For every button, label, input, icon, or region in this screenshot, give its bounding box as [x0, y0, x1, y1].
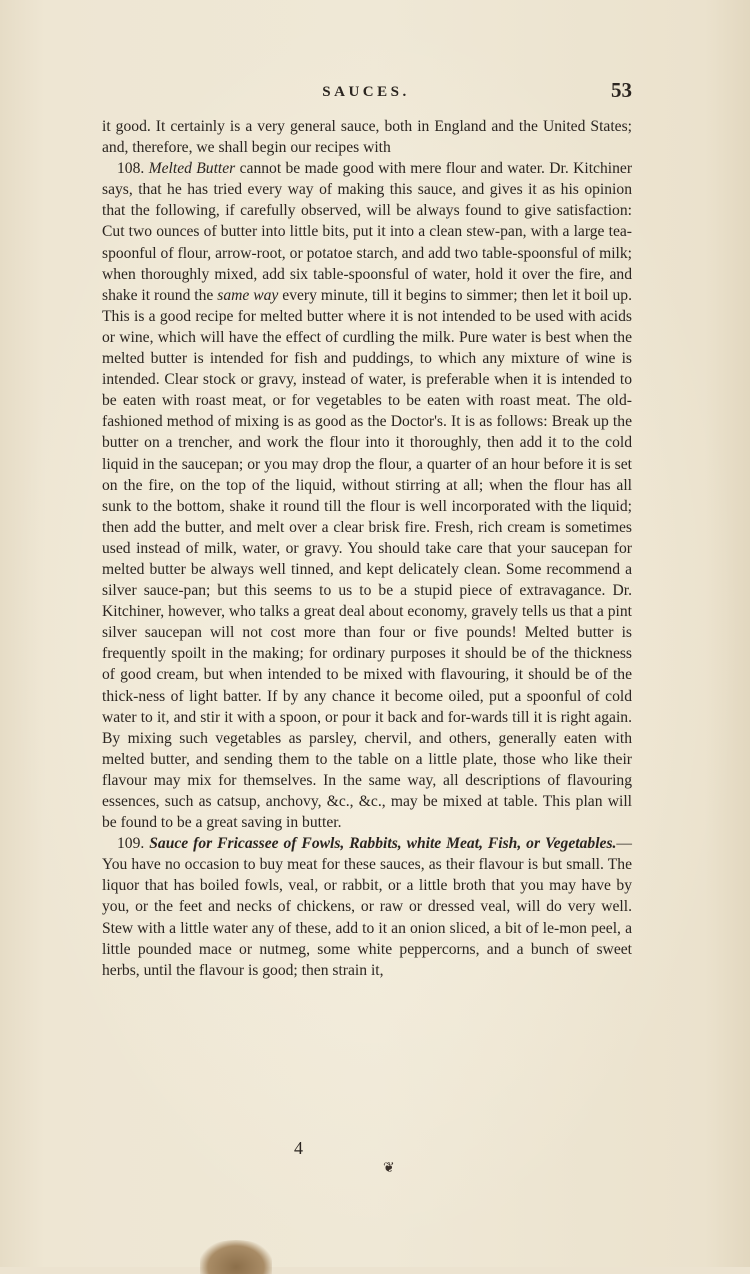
text-run: every minute, till it begins to simmer; then let it boil up. This is a good recipe for melted butter where it is not intended to be used with acids or wine, which will have the effect of curdling the milk. Pure water is best when the melted butter is intended for fish and puddings, to which any mixture of wine is intended. Clear stock or gravy, instead of water, is preferable when it is intended to be eaten with roast meat, or for vegetables to be eaten with roast meat. The old-fashioned method of mixing is as good as the Doctor's. It is as follows: Break up the butter on a trencher, and work the flour into it thoroughly, then add it to the cold liquid in the saucepan; or you may drop the flour, a quarter of an hour before it is set on the fire, on the top of the liquid, without stirring at all; when the flour has all sunk to the bottom, shake it round till the flour is well incorporated with the liquid; then add the butter, and melt over a clear brisk fire. Fresh, rich cream is sometimes used instead of milk, water, or gravy. You should take care that your saucepan for melted butter be always well tinned, and kept delicately clean. Some recommend a silver sauce-pan; but this seems to us to be a stupid piece of extravagance. Dr. Kitchiner, however, who talks a great deal about economy, gravely tells us that a pint silver saucepan will not cost more than four or five pounds! Melted butter is frequently spoilt in the making; for ordinary purposes it should be of the thickness of good cream, but when intended to be mixed with flavouring, it should be of the thick-ness of light batter. If by any chance it become oiled, put a spoonful of cold water to it, and stir it with a spoon, or pour it back and for-wards till it is right again. By mixing such vegetables as parsley, chervil, and others, generally eaten with melted butter, and sending them to the table on a little plate, those who like their flavour may mix for themselves. In the same way, all descriptions of flavouring essences, such as catsup, anchovy, &c., &c., may be mixed at table. This plan will be found to be a great saving in butter. [102, 286, 632, 832]
page-stain [200, 1240, 272, 1274]
running-head: SAUCES. [322, 84, 410, 100]
text-run: it good. It certainly is a very general sauce, both in England and the United States; and, therefore, we shall begin our recipes with [102, 118, 632, 157]
page-header [100, 78, 632, 106]
signature-mark: 4 [294, 1138, 303, 1158]
page-number: 53 [611, 78, 632, 102]
text-run: 108. [117, 160, 149, 178]
text-run: same way [217, 286, 279, 304]
ornament-icon: ❦ [383, 1160, 395, 1176]
paragraph-p0 [102, 116, 632, 158]
body-text [102, 116, 632, 981]
paragraph-p109 [102, 833, 632, 981]
text-run: cannot be made good with mere flour and water. Dr. Kitchiner says, that he has tried every way of making this sauce, and gives it as his opinion that the following, if carefully observed, will be always found to give satisfaction: Cut two ounces of butter into little bits, put it into a clean stew-pan, with a large tea-spoonful of flour, arrow-root, or potatoe starch, and add two table-spoonsful of milk; when thoroughly mixed, add six table-spoonsful of water, hold it over the fire, and shake it round the [102, 160, 633, 304]
paragraph-p108 [102, 158, 632, 833]
text-run: Sauce for Fricassee of Fowls, Rabbits, white Meat, Fish, or Vegetables. [149, 835, 617, 853]
text-run: —You have no occasion to buy meat for these sauces, as their flavour is but small. The liquor that has boiled fowls, veal, or rabbit, or a little broth that you may have by you, or the feet and necks of chickens, or raw or dressed veal, will do very well. Stew with a little water any of these, add to it an onion sliced, a bit of le-mon peel, a little pounded mace or nutmeg, some white peppercorns, and a bunch of sweet herbs, until the flavour is good; then strain it, [102, 835, 633, 979]
text-run: Melted Butter [148, 160, 236, 178]
text-run: 109. [117, 835, 150, 853]
